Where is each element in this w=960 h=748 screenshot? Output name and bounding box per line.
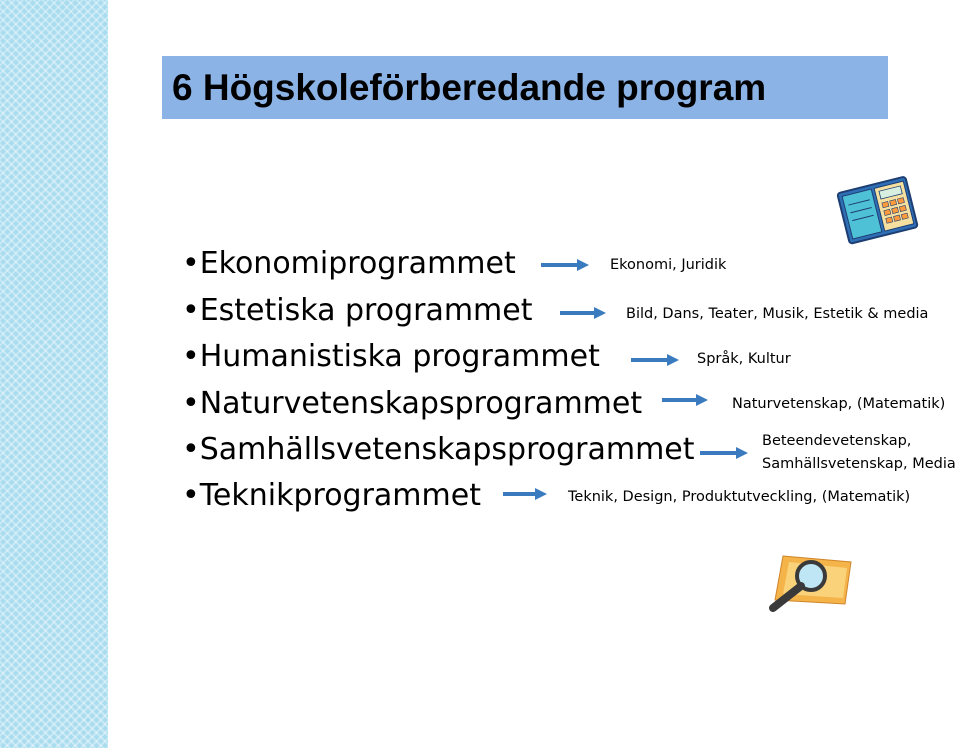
arrow-right-icon <box>631 353 679 367</box>
magnifying-glass-icon <box>765 552 855 614</box>
subjects-naturvetenskap: Naturvetenskap, (Matematik) <box>732 396 946 412</box>
arrow-right-icon <box>541 258 589 272</box>
program-estetiska: •Estetiska programmet <box>182 293 533 328</box>
slide-title: 6 Högskoleförberedande program <box>172 66 767 108</box>
title-bar <box>162 56 888 119</box>
subjects-estetiska: Bild, Dans, Teater, Musik, Estetik & media <box>626 306 929 322</box>
calculator-notebook-icon <box>832 170 924 246</box>
program-teknik: •Teknikprogrammet <box>182 478 481 513</box>
subjects-samhallsvetenskap-line2: Samhällsvetenskap, Media <box>762 456 956 472</box>
subjects-humanistiska: Språk, Kultur <box>697 351 791 367</box>
arrow-right-icon <box>503 487 547 501</box>
arrow-right-icon <box>560 306 606 320</box>
program-ekonomi: •Ekonomiprogrammet <box>182 246 516 281</box>
decorative-side-strip <box>0 0 108 748</box>
program-humanistiska: •Humanistiska programmet <box>182 339 600 374</box>
subjects-samhallsvetenskap-line1: Beteendevetenskap, <box>762 433 912 449</box>
subjects-teknik: Teknik, Design, Produktutveckling, (Matematik) <box>568 489 911 505</box>
program-samhallsvetenskap: •Samhällsvetenskapsprogrammet <box>182 432 695 467</box>
program-naturvetenskap: •Naturvetenskapsprogrammet <box>182 386 643 421</box>
arrow-right-icon <box>662 393 708 407</box>
arrow-right-icon <box>700 446 748 460</box>
subjects-ekonomi: Ekonomi, Juridik <box>610 257 727 273</box>
